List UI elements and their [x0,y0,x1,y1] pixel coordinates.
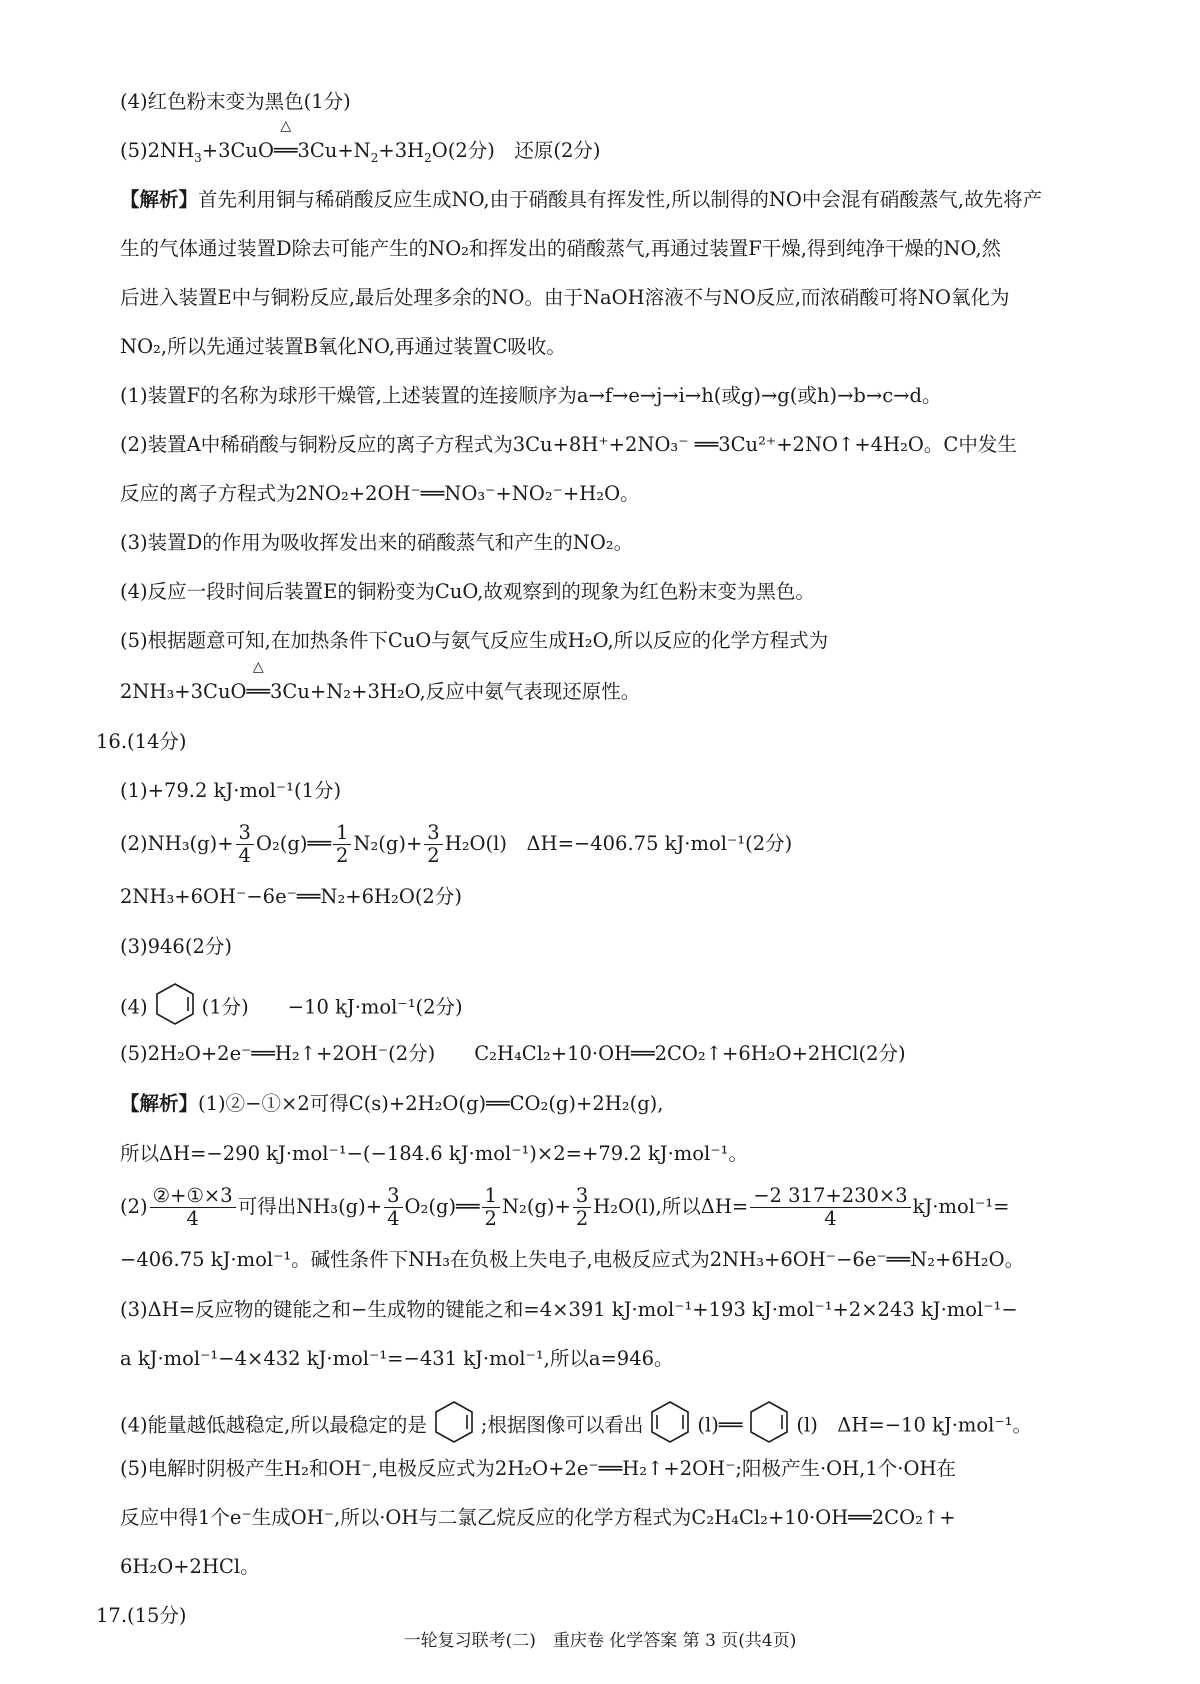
analysis-line: −406.75 kJ·mol⁻¹。碱性条件下NH₃在负极上失电子,电极反应式为2NH₃+6OH⁻−6e⁻══N₂+6H₂O。 [120,1248,1025,1271]
analysis-line: (3)装置D的作用为吸收挥发出来的硝酸蒸气和产生的NO₂。 [120,531,634,554]
analysis-line: 生的气体通过装置D除去可能产生的NO₂和挥发出的硝酸蒸气,再通过装置F干燥,得到纯净干燥的NO,然 [120,237,1002,260]
answer-line: 2NH₃+6OH⁻−6e⁻══N₂+6H₂O(2分) [120,885,462,908]
answer-line: (5)2H₂O+2e⁻══H₂↑+2OH⁻(2分) C₂H₄Cl₂+10·OH══2CO₂↑+6H₂O+2HCl(2分) [120,1042,906,1065]
analysis-line: (4)反应一段时间后装置E的铜粉变为CuO,故观察到的现象为红色粉末变为黑色。 [120,580,815,603]
answer-line [120,982,463,1034]
text: kJ·mol⁻¹= [912,1195,1010,1218]
text: +3H [378,139,425,162]
equals: ══ [273,139,298,162]
analysis-line: 反应中得1个e⁻生成OH⁻,所以·OH与二氯乙烷反应的化学方程式为C₂H₄Cl₂+10·OH══2CO₂↑+ [120,1506,956,1529]
analysis-line: (3)ΔH=反应物的键能之和−生成物的键能之和=4×391 kJ·mol⁻¹+193 kJ·mol⁻¹+2×243 kJ·mol⁻¹− [120,1298,1018,1321]
text: 3Cu+N [297,139,371,162]
text: (2)NH₃(g)+ [120,832,234,855]
cyclohexene-structure [154,982,196,1034]
analysis-line [120,1185,1009,1230]
text: ;根据图像可以看出 [480,1413,644,1437]
numerator: 1 [333,822,351,845]
analysis-line: 6H₂O+2HCl。 [120,1555,260,1578]
text: +3CuO [201,139,274,162]
analysis-line: NO₂,所以先通过装置B氧化NO,再通过装置C吸收。 [120,335,566,358]
heat-equals-sign [246,659,270,706]
analysis-line: (2)装置A中稀硝酸与铜粉反应的离子方程式为3Cu+8H⁺+2NO₃⁻ ══3Cu²⁺+2NO↑+4H₂O。C中发生 [120,433,1017,456]
subscript: 2 [370,150,379,165]
equals: ══ [246,680,270,703]
fraction [333,822,351,867]
analysis-line [120,1090,663,1118]
fraction [482,1185,500,1230]
text: (2) [120,1195,148,1218]
denominator: 4 [824,1207,837,1230]
text: (l)══ [697,1413,743,1437]
heat-symbol: △ [280,118,292,134]
denominator: 2 [575,1207,589,1230]
text: N₂(g)+ [353,832,423,855]
fraction [750,1185,910,1230]
numerator: −2 317+230×3 [750,1185,910,1208]
cyclohexene-structure [748,1400,790,1452]
analysis-label: 【解析】 [120,188,199,211]
subscript: 3 [194,150,202,165]
text: (1分) −10 kJ·mol⁻¹(2分) [201,995,463,1019]
denominator: 2 [335,844,349,867]
numerator: 1 [482,1185,500,1208]
text: 首先利用铜与稀硝酸反应生成NO,由于硝酸具有挥发性,所以制得的NO中会混有硝酸蒸气,故先将产 [198,188,1043,211]
cyclohexadiene-structure [649,1400,691,1452]
text: H₂O(l),所以ΔH= [593,1195,749,1218]
numerator: 3 [236,822,254,845]
analysis-line: (5)根据题意可知,在加热条件下CuO与氨气反应生成H₂O,所以反应的化学方程式为 [120,629,829,652]
text: O(2分) 还原(2分) [431,139,601,162]
denominator: 4 [387,1207,400,1230]
heat-equals-sign [273,118,298,165]
analysis-line: 后进入装置E中与铜粉反应,最后处理多余的NO。由于NaOH溶液不与NO反应,而浓硝酸可将NO氧化为 [120,286,1010,309]
answer-line: (3)946(2分) [120,935,232,958]
answer-line-5 [120,118,601,172]
text: H₂O(l) ΔH=−406.75 kJ·mol⁻¹(2分) [444,832,793,855]
answer-line: (1)+79.2 kJ·mol⁻¹(1分) [120,779,342,802]
text: (l) ΔH=−10 kJ·mol⁻¹。 [796,1413,1032,1437]
analysis-line [120,186,1042,214]
denominator: 2 [427,844,440,867]
analysis-line: (5)电解时阴极产生H₂和OH⁻,电极反应式为2H₂O+2e⁻══H₂↑+2OH⁻;阳极产生·OH,1个·OH在 [120,1457,956,1480]
text: (4) [120,995,148,1019]
numerator: 3 [573,1185,591,1208]
question-17-heading: 17.(15分) [96,1604,187,1627]
analysis-line: a kJ·mol⁻¹−4×432 kJ·mol⁻¹=−431 kJ·mol⁻¹,所以a=946。 [120,1347,674,1370]
heat-symbol: △ [252,659,264,675]
page-footer: 一轮复习联考(二) 重庆卷 化学答案 第 3 页(共4页) [403,1631,797,1651]
text: (1)②−①×2可得C(s)+2H₂O(g)══CO₂(g)+2H₂(g), [198,1092,664,1115]
denominator: 2 [484,1207,497,1230]
text: O₂(g)══ [404,1195,480,1218]
analysis-line: (1)装置F的名称为球形干燥管,上述装置的连接顺序为a→f→e→j→i→h(或g)→g(或h)→b→c→d。 [120,384,942,407]
text: (4)能量越低越稳定,所以最稳定的是 [120,1413,427,1437]
question-16-heading: 16.(14分) [96,730,187,753]
text: (5)2NH [120,139,195,162]
subscript: 2 [424,150,432,165]
denominator: 4 [186,1207,199,1230]
fraction [424,822,442,867]
analysis-line [120,1400,1032,1452]
fraction [236,822,254,867]
analysis-label: 【解析】 [120,1092,199,1115]
answer-line-4: (4)红色粉末变为黑色(1分) [120,90,351,113]
analysis-line: 反应的离子方程式为2NO₂+2OH⁻══NO₃⁻+NO₂⁻+H₂O。 [120,482,640,505]
text: 2NH₃+3CuO [120,680,247,703]
text: 3Cu+N₂+3H₂O,反应中氨气表现还原性。 [270,680,641,703]
text: 可得出NH₃(g)+ [237,1195,383,1218]
fraction [150,1185,236,1230]
fraction [573,1185,591,1230]
numerator: 3 [424,822,442,845]
denominator: 4 [238,844,251,867]
answer-line [120,822,792,867]
numerator: 3 [384,1185,402,1208]
analysis-line: 所以ΔH=−290 kJ·mol⁻¹−(−184.6 kJ·mol⁻¹)×2=+79.2 kJ·mol⁻¹。 [120,1142,748,1165]
text: N₂(g)+ [501,1195,571,1218]
analysis-line [120,659,641,706]
cyclohexene-structure [433,1400,475,1452]
fraction [384,1185,402,1230]
numerator: ②+①×3 [150,1185,236,1208]
text: O₂(g)══ [255,832,331,855]
